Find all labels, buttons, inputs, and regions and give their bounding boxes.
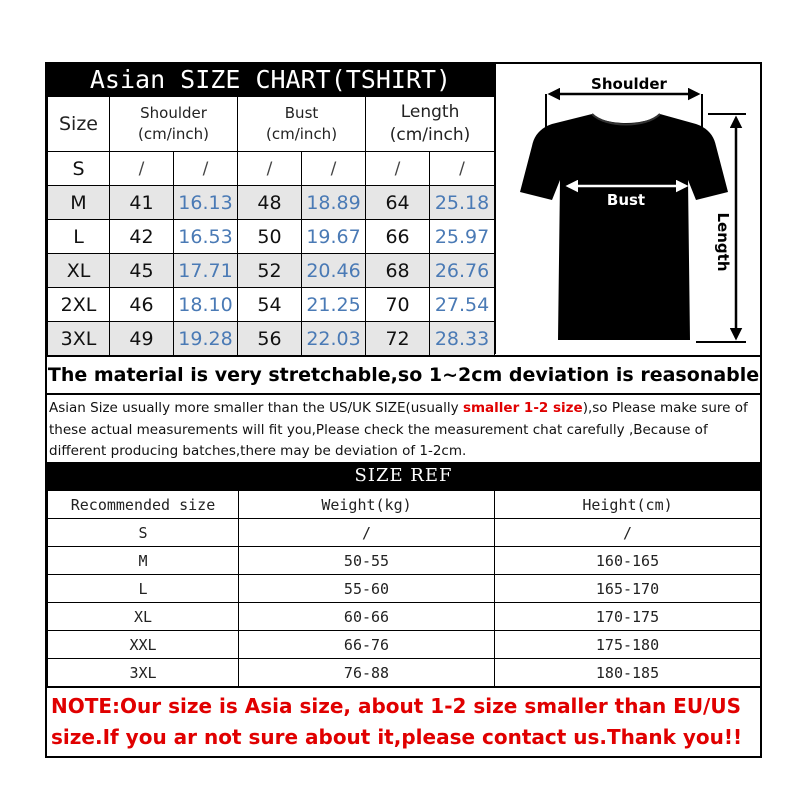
shoulder-cm-cell: 42: [110, 220, 174, 254]
ref-height-cell: 160-165: [495, 547, 761, 575]
bust-cm-cell: /: [238, 152, 302, 186]
header-length: [366, 97, 495, 152]
length-cm-cell: 68: [366, 254, 430, 288]
bust-cm-cell: 52: [238, 254, 302, 288]
tshirt-shape: [520, 114, 728, 340]
header-shoulder: [110, 97, 238, 152]
table-row: [48, 186, 495, 220]
shoulder-in-cell: 16.13: [174, 186, 238, 220]
size-chart-table: [47, 96, 495, 356]
bust-cm-cell: 54: [238, 288, 302, 322]
length-in-cell: /: [430, 152, 495, 186]
length-in-cell: 25.18: [430, 186, 495, 220]
length-cm-cell: 70: [366, 288, 430, 322]
asian-note-highlight: smaller 1-2 size: [462, 400, 583, 416]
bust-in-cell: 18.89: [302, 186, 366, 220]
size-chart-title: Asian SIZE CHART(TSHIRT): [47, 64, 494, 96]
bottom-note: [47, 686, 760, 756]
shoulder-in-cell: 17.71: [174, 254, 238, 288]
bust-label: Bust: [606, 191, 646, 209]
stretch-note: The material is very stretchable,so 1~2cm deviation is reasonable: [47, 355, 760, 393]
asian-size-note: [47, 393, 760, 461]
shoulder-in-cell: 19.28: [174, 322, 238, 356]
shoulder-label: Shoulder: [591, 75, 667, 93]
bust-in-cell: 19.67: [302, 220, 366, 254]
length-in-cell: 28.33: [430, 322, 495, 356]
ref-weight-cell: 76-88: [239, 659, 495, 687]
shoulder-in-cell: 16.53: [174, 220, 238, 254]
size-ref-title: SIZE REF: [47, 462, 760, 490]
table-row: [48, 254, 495, 288]
ref-height-cell: 170-175: [495, 603, 761, 631]
length-cm-cell: /: [366, 152, 430, 186]
bust-in-cell: 20.46: [302, 254, 366, 288]
ref-size-cell: M: [48, 547, 239, 575]
shoulder-cm-cell: 45: [110, 254, 174, 288]
shoulder-in-cell: /: [174, 152, 238, 186]
table-row: [48, 322, 495, 356]
bust-in-cell: 22.03: [302, 322, 366, 356]
length-cm-cell: 64: [366, 186, 430, 220]
header-length-unit: (cm/inch): [389, 125, 471, 145]
ref-height-cell: 180-185: [495, 659, 761, 687]
size-ref-table: [47, 490, 761, 687]
ref-size-cell: S: [48, 519, 239, 547]
length-in-cell: 26.76: [430, 254, 495, 288]
table-row: [48, 220, 495, 254]
table-row: [48, 519, 761, 547]
shoulder-cm-cell: 41: [110, 186, 174, 220]
length-cm-cell: 72: [366, 322, 430, 356]
shoulder-cm-cell: 46: [110, 288, 174, 322]
bust-cm-cell: 56: [238, 322, 302, 356]
header-height: Height(cm): [495, 491, 761, 519]
ref-size-cell: L: [48, 575, 239, 603]
length-cm-cell: 66: [366, 220, 430, 254]
ref-size-cell: XL: [48, 603, 239, 631]
asian-note-text-2: ),so Please make sure of these actual measurements will fit you,Please check the measurement chat carefully ,Because of different producing batches,there may be deviation of 1-2cm.: [49, 400, 748, 459]
ref-weight-cell: 50-55: [239, 547, 495, 575]
header-size: Size: [48, 97, 110, 152]
table-row: [48, 575, 761, 603]
size-chart-header-row: [48, 97, 495, 152]
bust-cm-cell: 50: [238, 220, 302, 254]
tshirt-measure-illustration: [496, 64, 760, 354]
size-cell: 2XL: [48, 288, 110, 322]
header-recommended-size: Recommended size: [48, 491, 239, 519]
size-cell: M: [48, 186, 110, 220]
ref-height-cell: 165-170: [495, 575, 761, 603]
header-bust-label: Bust: [284, 104, 319, 122]
shoulder-cm-cell: /: [110, 152, 174, 186]
table-row: [48, 603, 761, 631]
table-row: [48, 152, 495, 186]
ref-weight-cell: 66-76: [239, 631, 495, 659]
ref-weight-cell: /: [239, 519, 495, 547]
header-shoulder-unit: (cm/inch): [137, 125, 210, 143]
header-shoulder-label: Shoulder: [140, 104, 207, 122]
ref-height-cell: /: [495, 519, 761, 547]
size-ref-header-row: [48, 491, 761, 519]
length-in-cell: 25.97: [430, 220, 495, 254]
size-cell: 3XL: [48, 322, 110, 356]
bust-cm-cell: 48: [238, 186, 302, 220]
asian-note-text-1: Asian Size usually more smaller than the US/UK SIZE(usually: [49, 400, 463, 416]
table-row: [48, 631, 761, 659]
length-label: Length: [714, 212, 732, 272]
ref-size-cell: 3XL: [48, 659, 239, 687]
size-cell: S: [48, 152, 110, 186]
tshirt-diagram: [494, 64, 760, 354]
header-bust: [238, 97, 366, 152]
bust-in-cell: /: [302, 152, 366, 186]
shoulder-cm-cell: 49: [110, 322, 174, 356]
ref-size-cell: XXL: [48, 631, 239, 659]
ref-weight-cell: 55-60: [239, 575, 495, 603]
table-row: [48, 659, 761, 687]
header-weight: Weight(kg): [239, 491, 495, 519]
header-length-label: Length: [400, 102, 460, 122]
length-in-cell: 27.54: [430, 288, 495, 322]
table-row: [48, 547, 761, 575]
shoulder-in-cell: 18.10: [174, 288, 238, 322]
size-cell: XL: [48, 254, 110, 288]
note-line-2: size.If you ar not sure about it,please contact us.Thank you!!: [51, 725, 743, 749]
ref-weight-cell: 60-66: [239, 603, 495, 631]
header-bust-unit: (cm/inch): [266, 125, 338, 143]
ref-height-cell: 175-180: [495, 631, 761, 659]
size-cell: L: [48, 220, 110, 254]
note-line-1: NOTE:Our size is Asia size, about 1-2 size smaller than EU/US: [51, 694, 742, 718]
table-row: [48, 288, 495, 322]
bust-in-cell: 21.25: [302, 288, 366, 322]
